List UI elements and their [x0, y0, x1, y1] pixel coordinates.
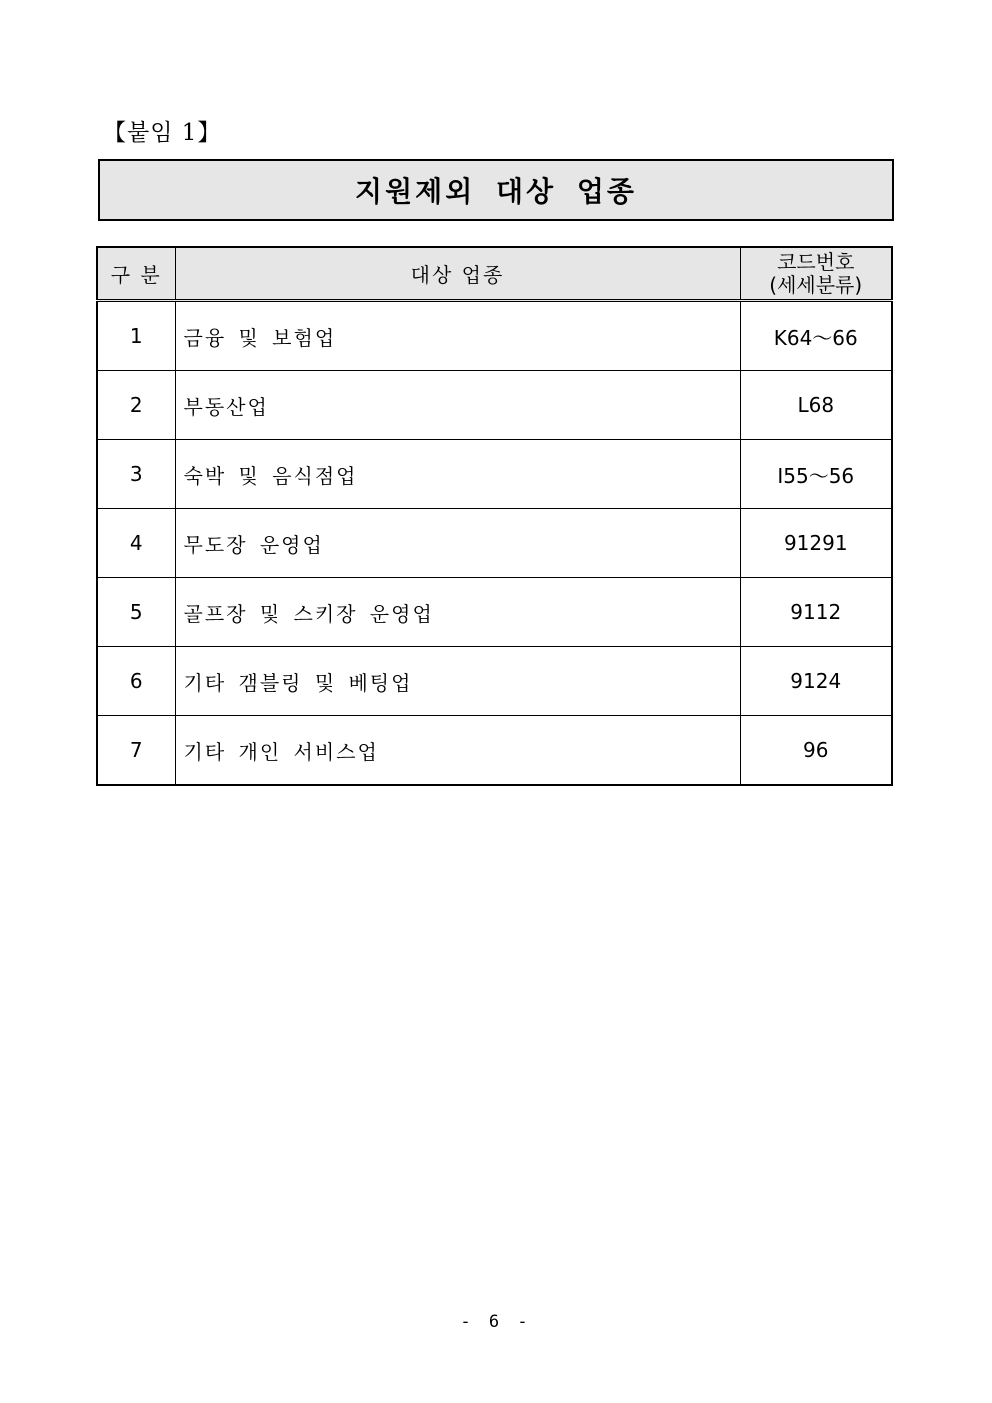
row-industry-name: 기타 개인 서비스업	[175, 716, 740, 786]
row-code: 91291	[740, 509, 892, 578]
attachment-label: 【붙임 1】	[103, 120, 222, 146]
row-industry-name: 금융 및 보험업	[175, 301, 740, 371]
row-industry-name: 골프장 및 스키장 운영업	[175, 578, 740, 647]
header-code-line2: (세세분류)	[769, 272, 863, 297]
header-industry: 대상 업종	[175, 247, 740, 301]
row-number: 6	[97, 647, 175, 716]
row-code: 96	[740, 716, 892, 786]
row-code: 9112	[740, 578, 892, 647]
row-code: I55～56	[740, 440, 892, 509]
excluded-industry-table	[96, 246, 893, 786]
row-number: 4	[97, 509, 175, 578]
row-code: L68	[740, 371, 892, 440]
row-number: 5	[97, 578, 175, 647]
row-industry-name: 숙박 및 음식점업	[175, 440, 740, 509]
header-code	[740, 247, 892, 301]
header-code-line1: 코드번호	[777, 249, 855, 274]
row-industry-name: 무도장 운영업	[175, 509, 740, 578]
row-number: 3	[97, 440, 175, 509]
page-number: - 6 -	[460, 1312, 532, 1332]
table-row	[97, 301, 892, 371]
row-number: 2	[97, 371, 175, 440]
document-title: 지원제외 대상 업종	[355, 175, 637, 208]
table-row	[97, 578, 892, 647]
table-header-row	[97, 247, 892, 301]
row-number: 1	[97, 301, 175, 371]
row-industry-name: 부동산업	[175, 371, 740, 440]
table-row	[97, 509, 892, 578]
table-row	[97, 371, 892, 440]
header-category: 구 분	[97, 247, 175, 301]
row-industry-name: 기타 갬블링 및 베팅업	[175, 647, 740, 716]
table-row	[97, 716, 892, 786]
title-box	[98, 159, 894, 221]
row-code: K64～66	[740, 301, 892, 371]
row-number: 7	[97, 716, 175, 786]
table-row	[97, 440, 892, 509]
row-code: 9124	[740, 647, 892, 716]
table-row	[97, 647, 892, 716]
